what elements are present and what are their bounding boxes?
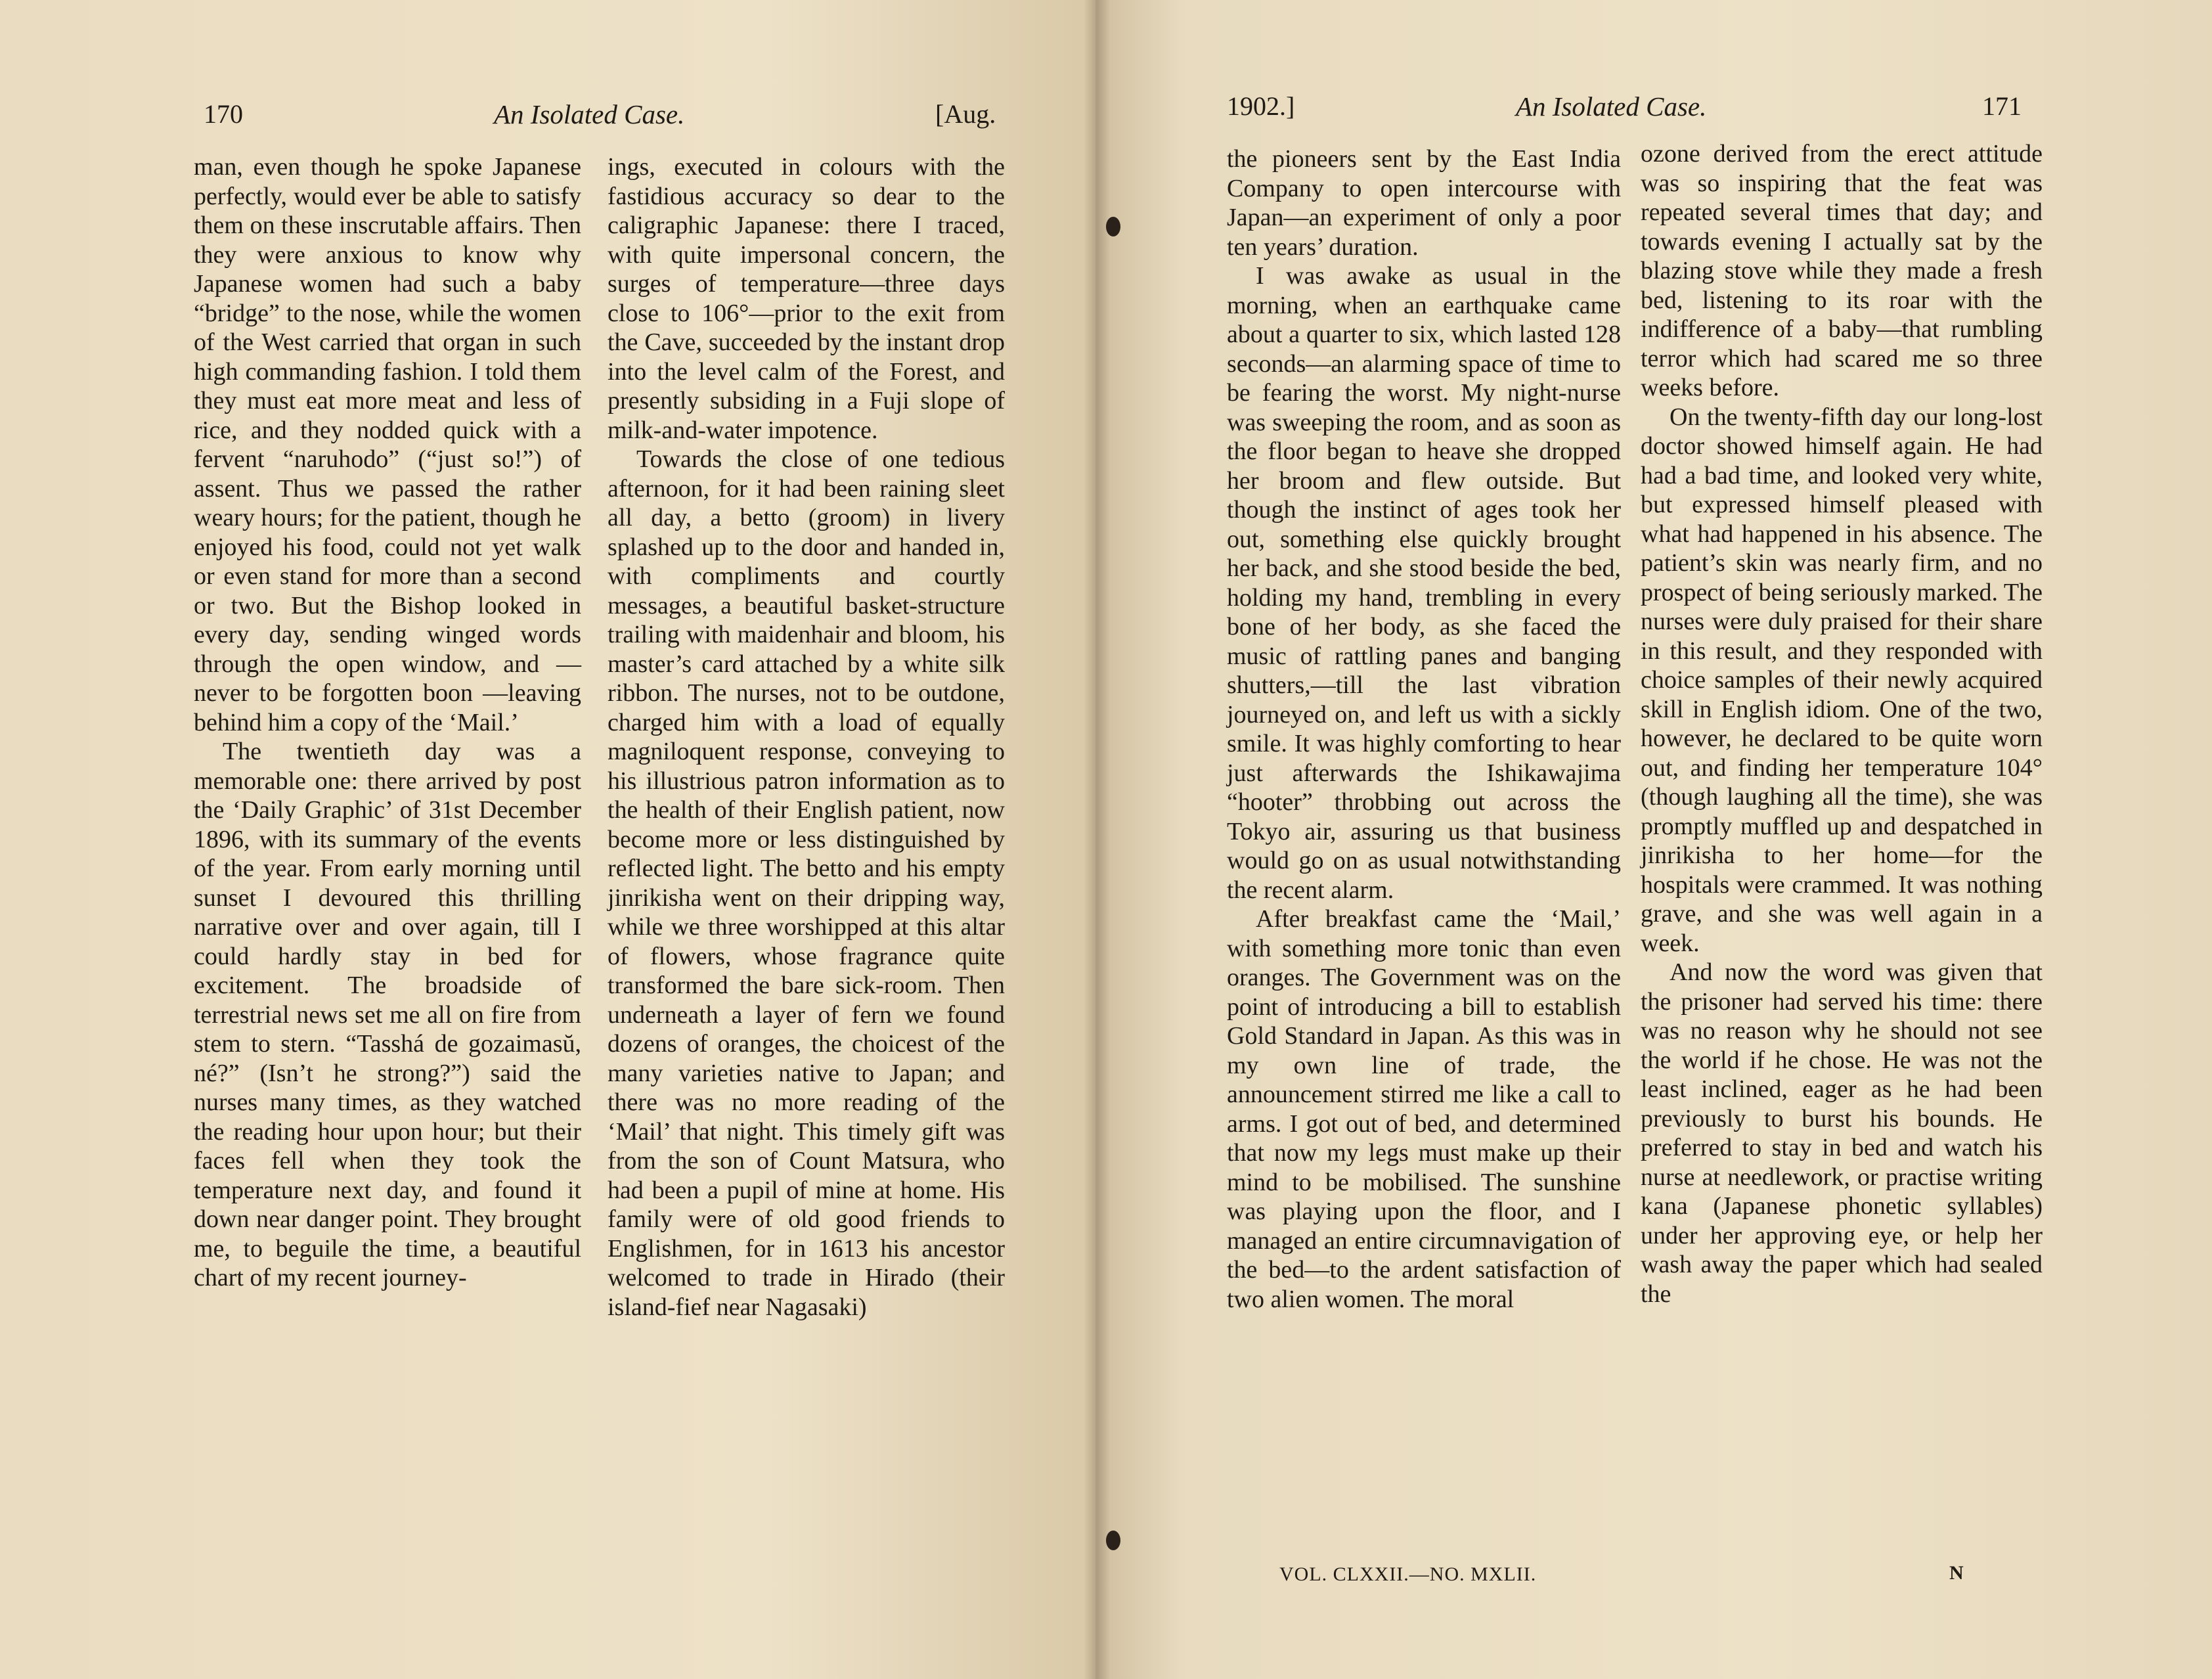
right-column-1 xyxy=(1227,145,1621,1314)
binding-hole-icon xyxy=(1106,1531,1120,1550)
section-mark: [Aug. xyxy=(935,99,996,129)
book-gutter xyxy=(1084,0,1110,1679)
paragraph: On the twenty-fifth day our long-lost doctor showed himself again. He had had a bad time, and looked very white, but expressed himself pleased with what had happened in his absence. The patient’s skin was nearly firm, and no prospect of being seriously marked. The nurses were duly praised for their share in this result, and they responded with choice samples of their newly acquired skill in English idiom. One of the two, however, he declared to be quite worn out, and finding her temperature 104° (though laughing all the time), she was promptly muffled up and despatched in jinrikisha to her home—for the hospitals were crammed. It was nothing grave, and she was well again in a week. xyxy=(1641,403,2043,957)
paragraph: I was awake as usual in the morning, when an earthquake came about a quarter to six, which lasted 128 seconds—an alarming space of time to be fearing the worst. My night-nurse was sweeping the room, and as soon as the floor began to heave she dropped her broom and flew outside. But though the instinct of ages took her out, something else quickly brought her back, and she stood beside the bed, holding my hand, trembling in every bone of her body, as she faced the music of rattling panes and banging shutters,—till the last vibration journeyed on, and left us with a sickly smile. It was highly comforting to hear just afterwards the Ishikawajima “hooter” throbbing out across the Tokyo air, assuring us that business would go on as usual notwithstanding the recent alarm. xyxy=(1227,262,1621,904)
left-page xyxy=(0,0,1095,1679)
running-title-left: An Isolated Case. xyxy=(494,99,685,129)
paragraph: After breakfast came the ‘Mail,’ with something more tonic than even oranges. The Government was on the point of introducing a bill to establish Gold Standard in Japan. As this was in my own line of trade, the announcement stirred me like a call to arms. I got out of bed, and determined that now my legs must make up their mind to be mobilised. The sunshine was playing upon the floor, and I managed an entire circumnavigation of the bed—to the ardent satisfaction of two alien women. The moral xyxy=(1227,905,1621,1313)
right-column-2 xyxy=(1641,139,2043,1309)
paragraph: the pioneers sent by the East India Company to open intercourse with Japan—an experiment of only a poor ten years’ duration. xyxy=(1227,145,1621,261)
page-number-170: 170 xyxy=(204,99,243,129)
paragraph: And now the word was given that the prisoner had served his time: there was no reason why he should not see the world if he chose. He was not the least inclined, eager as he had been previously to burst his bounds. He preferred to stay in bed and watch his nurse at needlework, or practise writing kana (Japanese phonetic syllables) under her approving eye, or help her wash away the paper which had sealed the xyxy=(1641,958,2043,1308)
footer-signature: VOL. CLXXII.—NO. MXLII. xyxy=(1279,1563,1537,1585)
year-mark: 1902.] xyxy=(1227,91,1295,121)
paragraph: man, even though he spoke Japanese perfectly, would ever be able to satisfy them on these inscrutable affairs. Then they were anxious to know why Japanese women had such a baby “bridge” to the nose, while the women of the West carried that organ in such high commanding fashion. I told them they must eat more meat and less of rice, and they nodded quick with a fervent “naruhodo” (“just so!”) of assent. Thus we passed the rather weary hours; for the patient, though he enjoyed his food, could not yet walk or even stand for more than a second or two. But the Bishop looked in every day, sending winged words through the open window, and —never to be forgotten boon —leaving behind him a copy of the ‘Mail.’ xyxy=(194,153,581,736)
binding-hole-icon xyxy=(1106,217,1120,236)
paragraph: ings, executed in colours with the fastidious accuracy so dear to the caligraphic Japanese: there I traced, with quite impersonal concern, the surges of temperature—three days close to 106°—prior to the exit from the Cave, succeeded by the instant drop into the level calm of the Forest, and presently subsiding in a Fuji slope of milk-and-water impotence. xyxy=(608,153,1005,444)
running-title-right: An Isolated Case. xyxy=(1516,91,1707,122)
left-column-2 xyxy=(608,152,1005,1322)
right-page xyxy=(1095,0,2212,1679)
paragraph: Towards the close of one tedious afternoon, for it had been raining sleet all day, a betto (groom) in livery splashed up to the door and handed in, with compliments and courtly messages, a beautiful basket-structure trailing with maidenhair and bloom, his master’s card attached by a white silk ribbon. The nurses, not to be outdone, charged him with a load of equally magniloquent response, conveying to his illustrious patron information as to the health of their English patient, now become more or less distinguished by reflected light. The betto and his empty jinrikisha went on their dripping way, while we three worshipped at this altar of flowers, whose fragrance quite transformed the bare sick-room. Then underneath a layer of fern we found dozens of oranges, the choicest of the many varieties native to Japan; and there was no more reading of the ‘Mail’ that night. This timely gift was from the son of Count Matsura, who had been a pupil of mine at home. His family were of old good friends to Englishmen, for in 1613 his ancestor welcomed to trade in Hirado (their island-fief near Nagasaki) xyxy=(608,445,1005,1321)
left-column-1 xyxy=(194,152,581,1293)
paragraph: The twentieth day was a memorable one: there arrived by post the ‘Daily Graphic’ of 31st December 1896, with its summary of the events of the year. From early morning until sunset I devoured this thrilling narrative over and over again, till I could hardly stay in bed for excitement. The broadside of terrestrial news set me all on fire from stem to stern. “Tasshá de gozaimasŭ, né?” (Isn’t he strong?”) said the nurses many times, as they watched the reading hour upon hour; but their faces fell when they took the temperature next day, and found it down near danger point. They brought me, to beguile the time, a beautiful chart of my recent journey- xyxy=(194,738,581,1291)
footer-mark: N xyxy=(1949,1562,1964,1584)
paragraph: ozone derived from the erect attitude was so inspiring that the feat was repeated several times that day; and towards evening I actually sat by the blazing stove while they made a fresh bed, listening to its roar with the indifference of a baby—that rumbling terror which had scared me so three weeks before. xyxy=(1641,140,2043,401)
page-number-171: 171 xyxy=(1982,91,2022,121)
